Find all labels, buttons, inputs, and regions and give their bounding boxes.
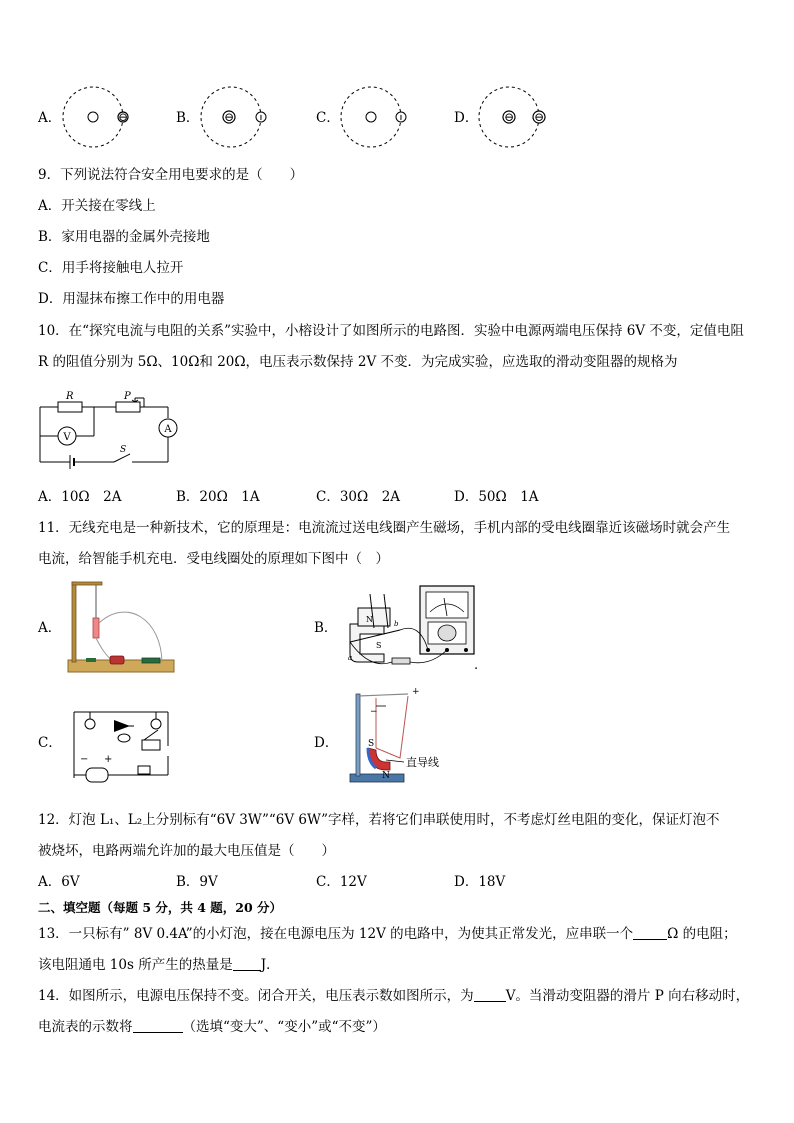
q12-option-b: B．9V <box>176 874 218 890</box>
q8-option-b-figure <box>198 86 268 152</box>
q9-option-b: B．家用电器的金属外壳接地 <box>38 229 210 245</box>
magnet-s-label: S <box>368 739 375 749</box>
magnet-s-label: S <box>376 641 382 650</box>
figure-b-dot: . <box>474 658 479 673</box>
q13-line1 <box>38 925 737 943</box>
q10-option-d: D．50Ω 1A <box>454 489 539 505</box>
q8-option-c-figure <box>338 86 408 152</box>
q11-option-a-figure <box>66 578 178 680</box>
q14-line2 <box>38 1018 386 1036</box>
q14-text-part4: （选填“变大”、“变小”或“不变”） <box>182 1019 386 1035</box>
q12-option-c: C．12V <box>316 874 367 890</box>
magnet-n-label: N <box>366 615 373 624</box>
q14-blank-current[interactable] <box>133 1018 183 1033</box>
q10-circuit-diagram <box>38 392 183 472</box>
q13-text-part1: 13．一只标有” 8V 0.4A”的小灯泡，接在电源电压为 12V 的电路中，为使其正常发光，应串联一个 <box>38 926 634 942</box>
straight-wire-label: 直导线 <box>406 756 439 769</box>
q11-option-b-figure <box>340 582 482 676</box>
q12-stem-line2: 被烧坏，电路两端允许加的最大电压值是（ ） <box>38 843 335 859</box>
q14-text-part3: 电流表的示数将 <box>38 1019 133 1035</box>
figure-d-minus: − <box>370 707 378 717</box>
q8-option-b-label: B． <box>176 110 200 126</box>
q11-option-c-figure <box>70 706 174 788</box>
q12-option-d: D．18V <box>454 874 506 890</box>
q12-stem-line1: 12．灯泡 L₁、L₂上分别标有“6V 3W”“6V 6W”字样，若将它们串联使用时，不考虑灯丝电阻的变化，保证灯泡不 <box>38 812 720 828</box>
electron-sign: ⊖ <box>533 110 545 124</box>
q10-stem-line2: R 的阻值分别为 5Ω、10Ω和 20Ω，电压表示数保持 2V 不变．为完成实验，应选取的滑动变阻器的规格为 <box>38 354 678 370</box>
q11-option-d-label: D． <box>314 735 339 751</box>
q9-option-c: C．用手将接触电人拉开 <box>38 260 184 276</box>
q13-blank-resistance[interactable] <box>633 925 667 940</box>
slider-p-label: P <box>124 391 131 402</box>
q11-option-a-label: A． <box>38 620 62 636</box>
q13-text-part3: 该电阻通电 10s 所产生的热量是 <box>38 957 233 973</box>
q14-line1 <box>38 987 749 1005</box>
q11-option-c-label: C． <box>38 735 62 751</box>
q10-option-a: A．10Ω 2A <box>38 489 122 505</box>
q10-option-c: C．30Ω 2A <box>316 489 401 505</box>
resistor-r-label: R <box>66 391 74 402</box>
q13-text-part4: J． <box>260 957 280 973</box>
q10-stem-line1: 10．在“探究电流与电阻的关系”实验中，小榕设计了如图所示的电路图．实验中电源两端电压保持 6V 不变，定值电阻 <box>38 323 744 339</box>
q8-option-a-label: A． <box>38 110 62 126</box>
q14-text-part1: 14．如图所示，电源电压保持不变。闭合开关，电压表示数如图所示，为 <box>38 988 474 1004</box>
q13-line2 <box>38 956 280 974</box>
nucleus-sign: ⊖ <box>503 110 515 124</box>
q11-option-b-label: B． <box>314 620 338 636</box>
q9-option-d: D．用湿抹布擦工作中的用电器 <box>38 291 225 307</box>
q9-stem: 9．下列说法符合安全用电要求的是（ ） <box>38 167 304 183</box>
magnet-n-label: N <box>382 771 390 781</box>
voltmeter-label: V <box>63 432 71 443</box>
figure-d-plus: + <box>412 687 420 697</box>
wire-b-label: b <box>394 620 399 628</box>
q8-option-c-label: C． <box>316 110 340 126</box>
q11-option-d-figure <box>346 688 456 788</box>
q12-option-a: A．6V <box>38 874 80 890</box>
switch-label: S <box>120 445 127 455</box>
battery-plus-sign: + <box>104 754 113 765</box>
wire-a-label: a <box>348 654 353 662</box>
ammeter-label: A <box>164 424 172 435</box>
q13-blank-heat[interactable] <box>233 956 261 971</box>
q11-stem-line1: 11．无线充电是一种新技术，它的原理是：电流流过送电线圈产生磁场，手机内部的受电线圈靠近该磁场时就会产生 <box>38 520 731 536</box>
q8-option-d-label: D． <box>454 110 479 126</box>
q9-option-a: A．开关接在零线上 <box>38 198 156 214</box>
electron-sign: ⊖ <box>117 110 129 124</box>
q8-option-a-figure <box>60 86 130 152</box>
q14-blank-voltage[interactable] <box>474 987 506 1002</box>
section-heading: 二、填空题（每题 5 分，共 4 题，20 分） <box>38 900 283 915</box>
nucleus-sign: ⊖ <box>223 110 235 124</box>
q13-text-part2: Ω 的电阻； <box>667 926 737 942</box>
q11-stem-line2: 电流，给智能手机充电．受电线圈处的原理如下图中（ ） <box>38 551 389 567</box>
q14-text-part2: V。当滑动变阻器的滑片 P 向右移动时， <box>505 988 750 1004</box>
battery-minus-sign: − <box>80 754 89 765</box>
q8-option-d-figure <box>476 86 546 152</box>
q10-option-b: B．20Ω 1A <box>176 489 260 505</box>
